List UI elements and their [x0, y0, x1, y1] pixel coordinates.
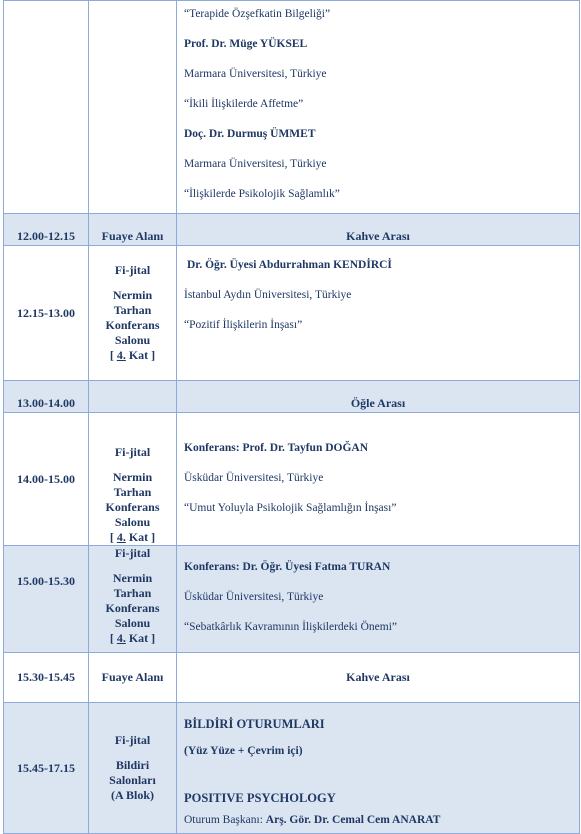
location-line: Bildiri — [115, 758, 150, 772]
location-label: Fuaye Alanı — [101, 229, 164, 243]
event-cell — [177, 214, 580, 246]
event-cell — [177, 653, 580, 703]
session-heading: BİLDİRİ OTURUMLARI — [184, 717, 325, 731]
location-cell — [89, 546, 177, 653]
affiliation: Üsküdar Üniversitesi, Türkiye — [184, 591, 324, 603]
event-label: Öğle Arası — [350, 396, 406, 410]
affiliation: Marmara Üniversitesi, Türkiye — [184, 158, 327, 170]
location-cell — [89, 413, 177, 546]
talk-title: “İkili İlişkilerde Affetme” — [184, 98, 304, 110]
location-line: Salonu — [114, 616, 151, 630]
time-cell — [4, 1, 89, 214]
location-label: Fuaye Alanı — [101, 670, 164, 684]
time-label: 15.45-17.15 — [17, 760, 75, 775]
detail-cell — [177, 1, 580, 214]
table-row — [4, 703, 580, 834]
time-cell — [4, 413, 89, 546]
floor-label: [ 4. Kat ] — [109, 631, 156, 645]
speaker-name: Doç. Dr. Durmuş ÜMMET — [184, 128, 316, 140]
location-cell — [89, 214, 177, 246]
event-cell — [177, 381, 580, 413]
chair-name: Arş. Gör. Dr. Cemal Cem ANARAT — [265, 814, 441, 826]
location-line: Salonları — [109, 773, 156, 787]
time-cell — [4, 653, 89, 703]
location-cell — [89, 246, 177, 381]
time-label: 12.15-13.00 — [17, 305, 75, 320]
session-title: POSITIVE PSYCHOLOGY — [184, 791, 336, 805]
affiliation: İstanbul Aydın Üniversitesi, Türkiye — [184, 289, 352, 301]
location-line: Konferans — [105, 500, 160, 514]
event-label: Kahve Arası — [346, 229, 410, 243]
time-cell — [4, 246, 89, 381]
time-label: 13.00-14.00 — [17, 396, 75, 410]
table-row — [4, 246, 580, 381]
time-label: 14.00-15.00 — [17, 471, 75, 486]
chair-label: Oturum Başkanı: — [184, 814, 266, 826]
talk-title: “Pozitif İlişkilerin İnşası” — [184, 319, 303, 331]
detail-cell — [177, 246, 580, 381]
location-line: Tarhan — [113, 586, 152, 600]
time-cell — [4, 703, 89, 834]
detail-cell — [177, 703, 580, 834]
time-label: 12.00-12.15 — [17, 229, 75, 243]
table-row — [4, 546, 580, 653]
location-line: (A Blok) — [110, 788, 154, 802]
location-cell — [89, 653, 177, 703]
location-line: Tarhan — [113, 485, 152, 499]
location-cell — [89, 703, 177, 834]
speaker-name: Dr. Öğr. Üyesi Abdurrahman KENDİRCİ — [187, 259, 392, 271]
location-line: Fi-jital — [114, 445, 151, 459]
detail-cell — [177, 413, 580, 546]
table-row — [4, 653, 580, 703]
location-line: Fi-jital — [114, 546, 151, 560]
location-line: Nermin — [112, 571, 153, 585]
schedule-table — [3, 0, 580, 834]
table-row — [4, 381, 580, 413]
location-line: Nermin — [112, 288, 153, 302]
time-label: 15.30-15.45 — [17, 670, 75, 684]
detail-cell — [177, 546, 580, 653]
time-cell — [4, 214, 89, 246]
speaker-name: Konferans: Dr. Öğr. Üyesi Fatma TURAN — [184, 561, 391, 573]
location-cell — [89, 1, 177, 214]
talk-title: “Terapide Özşefkatin Bilgeliği” — [184, 8, 331, 20]
speaker-name: Konferans: Prof. Dr. Tayfun DOĞAN — [184, 442, 369, 454]
time-cell — [4, 546, 89, 653]
location-line: Fi-jital — [114, 263, 151, 277]
location-line: Salonu — [114, 333, 151, 347]
affiliation: Üsküdar Üniversitesi, Türkiye — [184, 472, 324, 484]
talk-title: “Umut Yoluyla Psikolojik Sağlamlığın İnşası” — [184, 502, 397, 514]
location-line: Nermin — [112, 470, 153, 484]
speaker-name: Prof. Dr. Müge YÜKSEL — [184, 38, 308, 50]
talk-title: “Sebatkârlık Kavramının İlişkilerdeki Önemi” — [184, 621, 398, 633]
affiliation: Marmara Üniversitesi, Türkiye — [184, 68, 327, 80]
location-line: Konferans — [105, 318, 160, 332]
location-line: Salonu — [114, 515, 151, 529]
event-label: Kahve Arası — [346, 670, 410, 684]
location-line: Konferans — [105, 601, 160, 615]
floor-label: [ 4. Kat ] — [109, 348, 156, 362]
session-chair — [184, 809, 579, 831]
table-row — [4, 413, 580, 546]
time-cell — [4, 381, 89, 413]
floor-label: [ 4. Kat ] — [109, 530, 156, 544]
location-line: Tarhan — [113, 303, 152, 317]
session-subheading: (Yüz Yüze + Çevrim içi) — [184, 745, 303, 757]
location-cell — [89, 381, 177, 413]
time-label: 15.00-15.30 — [17, 574, 75, 588]
table-row — [4, 1, 580, 214]
talk-title: “İlişkilerde Psikolojik Sağlamlık” — [184, 188, 340, 200]
location-line: Fi-jital — [114, 733, 151, 747]
table-row — [4, 214, 580, 246]
